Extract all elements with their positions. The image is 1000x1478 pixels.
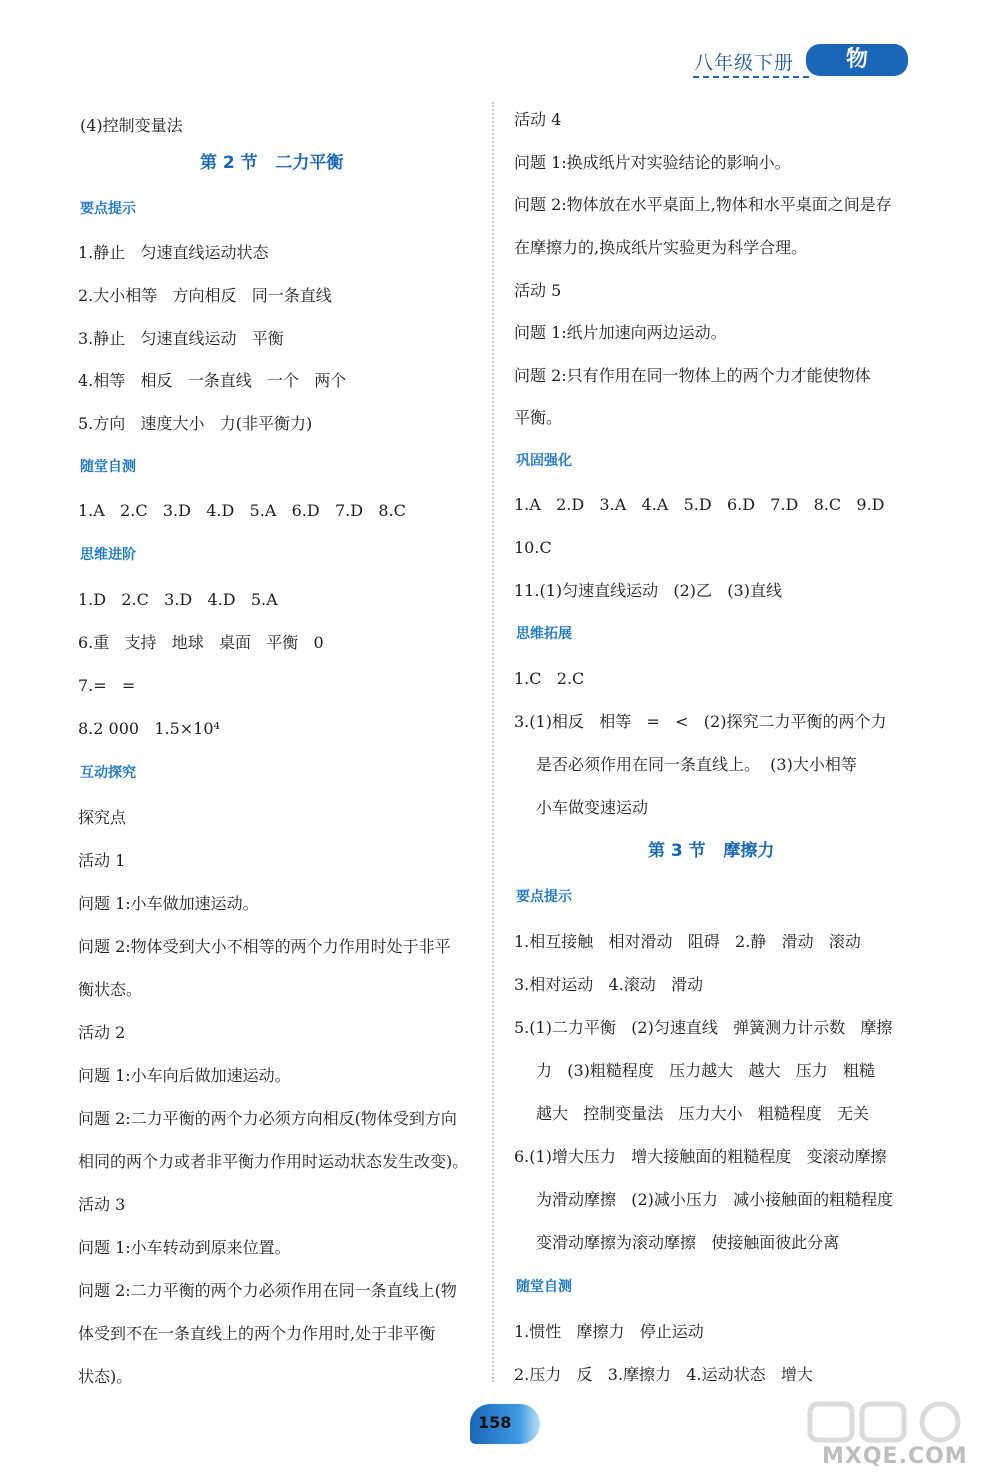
expand-line: 1.C 2.C [514, 669, 585, 688]
column-divider [492, 102, 494, 1382]
section-title-3: 第 3 节 摩擦力 [648, 841, 775, 861]
header-grade: 八年级下册 [694, 52, 795, 74]
explore-line: 体受到不在一条直线上的两个力作用时,处于非平衡 [78, 1324, 436, 1343]
consolidate-heading: 巩固强化 [516, 453, 572, 469]
key-points-heading: 要点提示 [516, 889, 572, 905]
explore-line: 问题 2:二力平衡的两个力必须方向相反(物体受到方向 [78, 1109, 457, 1128]
consolidate-line: 11.(1)匀速直线运动 (2)乙 (3)直线 [514, 581, 782, 600]
activity-line: 在摩擦力的,换成纸片实验更为科学合理。 [514, 238, 808, 257]
key-point-line: 6.(1)增大压力 增大接触面的粗糙程度 变滚动摩擦 [514, 1147, 887, 1166]
think-line: 6.重 支持 地球 桌面 平衡 0 [78, 633, 324, 652]
watermark-text: MXQE.COM [822, 1444, 968, 1469]
think-line: 1.D 2.C 3.D 4.D 5.A [78, 590, 278, 609]
header-underline [693, 76, 809, 78]
activity-line: 平衡。 [514, 408, 563, 427]
key-point-line: 1.相互接触 相对滑动 阻碍 2.静 滑动 滚动 [514, 932, 861, 951]
key-points-heading: 要点提示 [80, 201, 136, 217]
key-point-line: 为滑动摩擦 (2)减小压力 减小接触面的粗糙程度 [536, 1190, 894, 1209]
key-point-line: 变滑动摩擦为滚动摩擦 使接触面彼此分离 [536, 1233, 840, 1252]
key-point-line: 3.相对运动 4.滚动 滑动 [514, 975, 704, 994]
explore-line: 问题 1:小车向后做加速运动。 [78, 1066, 291, 1085]
think-line: 8.2 000 1.5×10⁴ [78, 719, 220, 738]
quiz-answers: 1.A 2.C 3.D 4.D 5.A 6.D 7.D 8.C [78, 501, 406, 520]
key-point-line: 力 (3)粗糙程度 压力越大 越大 压力 粗糙 [536, 1061, 875, 1080]
consolidate-line: 1.A 2.D 3.A 4.A 5.D 6.D 7.D 8.C 9.D [514, 495, 885, 514]
think-line: 7.= = [78, 676, 136, 695]
page-number: 158 [478, 1413, 512, 1432]
explore-heading: 互动探究 [80, 765, 136, 781]
consolidate-line: 10.C [514, 538, 552, 557]
key-point-line: 2.大小相等 方向相反 同一条直线 [78, 286, 332, 305]
explore-line: 相同的两个力或者非平衡力作用时运动状态发生改变)。 [78, 1152, 469, 1171]
key-point-line: 越大 控制变量法 压力大小 粗糙程度 无关 [536, 1104, 870, 1123]
section-title-2: 第 2 节 二力平衡 [200, 153, 344, 173]
activity-line: 问题 1:纸片加速向两边运动。 [514, 323, 727, 342]
quiz-heading: 随堂自测 [80, 459, 136, 475]
quiz-heading: 随堂自测 [516, 1279, 572, 1295]
header-subject-badge: 物 理 [806, 44, 908, 76]
explore-line: 状态)。 [78, 1367, 133, 1386]
quiz-line: 1.惯性 摩擦力 停止运动 [514, 1322, 704, 1341]
explore-line: 问题 2:二力平衡的两个力必须作用在同一条直线上(物 [78, 1281, 457, 1300]
explore-line: 问题 2:物体受到大小不相等的两个力作用时处于非平 [78, 937, 451, 956]
key-point-line: 5.方向 速度大小 力(非平衡力) [78, 414, 313, 433]
explore-line: 衡状态。 [78, 980, 143, 999]
activity-line: 问题 2:物体放在水平桌面上,物体和水平桌面之间是存 [514, 195, 892, 214]
explore-line: 活动 3 [78, 1195, 126, 1214]
quiz-line: 2.压力 反 3.摩擦力 4.运动状态 增大 [514, 1365, 813, 1384]
expand-heading: 思维拓展 [516, 626, 572, 642]
explore-line: 问题 1:小车转动到原来位置。 [78, 1238, 291, 1257]
key-point-line: 3.静止 匀速直线运动 平衡 [78, 329, 284, 348]
key-point-line: 5.(1)二力平衡 (2)匀速直线 弹簧测力计示数 摩擦 [514, 1018, 893, 1037]
expand-line: 小车做变速运动 [536, 798, 649, 817]
expand-line: 是否必须作用在同一条直线上。 (3)大小相等 [536, 755, 857, 774]
explore-line: 活动 2 [78, 1023, 126, 1042]
explore-line: 探究点 [78, 808, 127, 827]
prev-item: (4)控制变量法 [80, 116, 183, 135]
activity-line: 活动 4 [514, 110, 562, 129]
think-heading: 思维进阶 [80, 547, 136, 563]
activity-line: 问题 2:只有作用在同一物体上的两个力才能使物体 [514, 366, 871, 385]
explore-line: 活动 1 [78, 851, 126, 870]
expand-line: 3.(1)相反 相等 = < (2)探究二力平衡的两个力 [514, 712, 887, 731]
explore-line: 问题 1:小车做加速运动。 [78, 894, 259, 913]
key-point-line: 1.静止 匀速直线运动状态 [78, 243, 269, 262]
activity-line: 活动 5 [514, 281, 562, 300]
activity-line: 问题 1:换成纸片对实验结论的影响小。 [514, 153, 791, 172]
key-point-line: 4.相等 相反 一条直线 一个 两个 [78, 371, 347, 390]
